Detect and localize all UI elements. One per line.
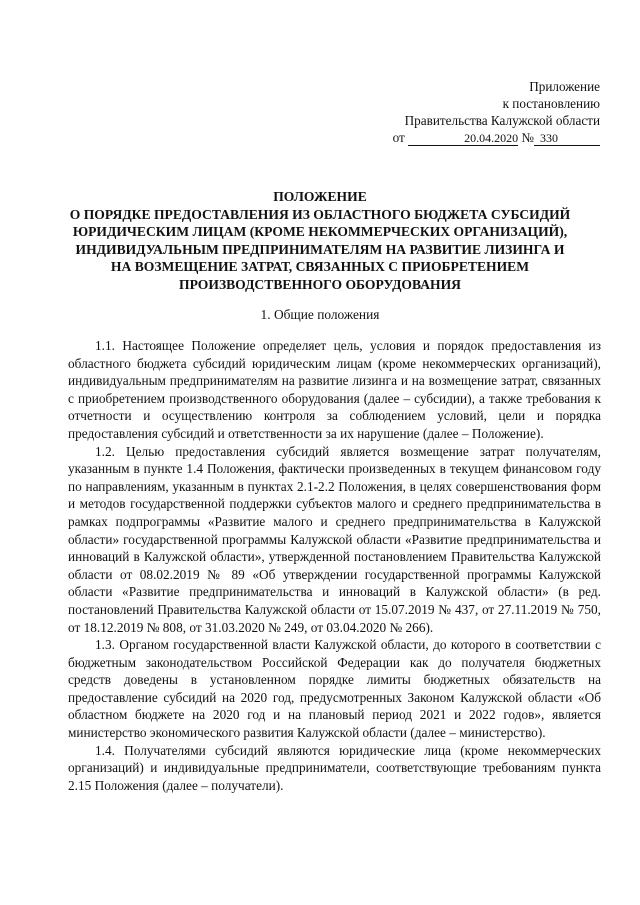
- title-line: О ПОРЯДКЕ ПРЕДОСТАВЛЕНИЯ ИЗ ОБЛАСТНОГО БЮДЖЕТА СУБСИДИЙ: [69, 206, 571, 222]
- title-line: НА ВОЗМЕЩЕНИЕ ЗАТРАТ, СВЯЗАННЫХ С ПРИОБРЕТЕНИЕМ: [110, 259, 530, 274]
- title-line: ПОЛОЖЕНИЕ: [273, 189, 367, 204]
- document-title: [40, 188, 600, 293]
- document-body: [68, 337, 601, 794]
- number-field: [534, 131, 600, 146]
- attachment-header: [380, 78, 600, 146]
- date-value: 20.04.2020: [464, 131, 519, 145]
- number-value: 330: [540, 131, 558, 145]
- date-field: [408, 131, 518, 146]
- attachment-date-line: [380, 129, 600, 146]
- paragraph-1-3: 1.3. Органом государственной власти Калужской области, до которого в соответствии с бюджетным законодательством Российской Федерации как до получателя бюджетных средств доведены в установленном порядке лимиты бюджетных обязательств на предоставление субсидий на 2020 год, предусмотренных Законом Калужской области «Об областном бюджете на 2020 год и на плановый период 2021 и 2022 годов», является министерство экономического развития Калужской области (далее – министерство).: [68, 637, 601, 741]
- paragraph-1-2: 1.2. Целью предоставления субсидий является возмещение затрат получателям, указанным в пункте 1.4 Положения, фактически произведенных в текущем финансовом году по направлениям, указанным в пунктах 2.1-2.2 Положения, в целях совершенствования форм и методов государственной поддержки субъектов малого и среднего предпринимательства в рамках подпрограммы «Развитие малого и среднего предпринимательства в Калужской области» государственной программы Калужской области «Развитие предпринимательства и инноваций в Калужской области», утвержденной постановлением Правительства Калужской области от 08.02.2019 № 89 «Об утверждении государственной программы Калужской области «Развитие предпринимательства и инноваций в Калужской области» (в ред. постановлений Правительства Калужской области от 15.07.2019 № 437, от 27.11.2019 № 750, от 18.12.2019 № 808, от 31.03.2020 № 249, от 03.04.2020 № 266).: [68, 443, 601, 635]
- title-line: ЮРИДИЧЕСКИМ ЛИЦАМ (КРОМЕ НЕКОММЕРЧЕСКИХ ОРГАНИЗАЦИЙ),: [72, 224, 568, 239]
- attachment-label: Приложение: [529, 79, 600, 94]
- number-sign: №: [521, 130, 534, 145]
- section-heading: 1. Общие положения: [260, 307, 380, 322]
- attachment-government: Правительства Калужской области: [404, 113, 600, 128]
- paragraph-1-4: 1.4. Получателями субсидий являются юридические лица (кроме некоммерческих организаций) и индивидуальные предприниматели, соответствующие требованиям пункта 2.15 Положения (далее – получатели).: [68, 742, 601, 793]
- title-line: ПРОИЗВОДСТВЕННОГО ОБОРУДОВАНИЯ: [179, 276, 461, 292]
- date-prefix: от: [392, 130, 405, 145]
- paragraph-1-1: 1.1. Настоящее Положение определяет цель, условия и порядок предоставления из областного бюджета субсидий юридическим лицам (кроме некоммерческих организаций), индивидуальным предпринимателям на развитие лизинга и на возмещение затрат, связанных с приобретением производственного оборудования (далее – субсидии), а также требования к отчетности и осуществлению контроля за соблюдением условий, цели и порядка предоставления субсидий и ответственности за их нарушение (далее – Положение).: [68, 338, 601, 441]
- title-line: ИНДИВИДУАЛЬНЫМ ПРЕДПРИНИМАТЕЛЯМ НА РАЗВИТИЕ ЛИЗИНГА И: [75, 241, 565, 257]
- attachment-resolution-ref: к постановлению: [502, 96, 600, 111]
